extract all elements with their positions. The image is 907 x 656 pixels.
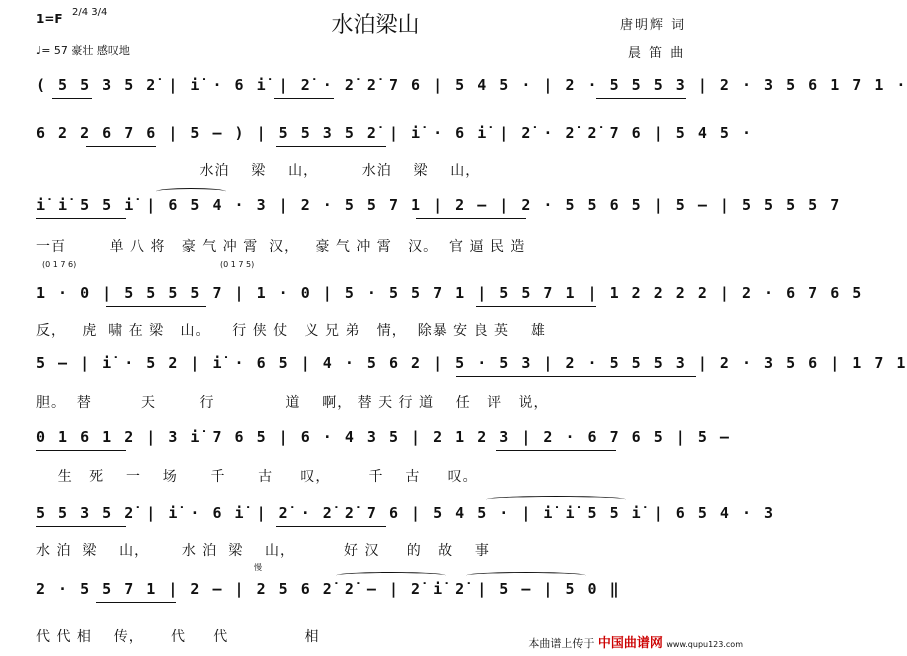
- staff-row-8: [36, 580, 716, 604]
- upload-text: 本曲谱上传于: [528, 637, 595, 650]
- beam: [276, 526, 386, 527]
- beam: [456, 376, 586, 377]
- staff-row-1: [36, 76, 907, 100]
- beam: [106, 306, 206, 307]
- time-signature: [72, 8, 107, 18]
- tempo-marking: ♩= 57 豪壮 感叹地: [36, 44, 130, 57]
- beam: [36, 526, 126, 527]
- footer-watermark: [528, 632, 743, 651]
- notes-row-1: ( 5 5 3 5 2̇ | i̇ · 6 i̇ | 2̇ · 2̇ 2̇ 7 6 | 5 4 5 · | 2 · 5 5 5 3 | 2 · 3 5 6 1 7 1 ·: [36, 76, 907, 94]
- notes-row-6: 0 1 6 1 2 | 3 i̇ 7 6 5 | 6 · 4 3 5 | 2 1 2 3 | 2 · 6 7 6 5 | 5 –: [36, 428, 731, 446]
- beam: [96, 602, 176, 603]
- notes-row-2: 6 2 2 6 7 6 | 5 – ) | 5 5 3 5 2̇ | i̇ · 6 i̇ | 2̇ · 2̇ 2̇ 7 6 | 5 4 5 ·: [36, 124, 753, 142]
- lyrics-row-6: 生 死 一 场 千 古 叹， 千 古 叹。: [36, 469, 478, 485]
- grace-note-group: (0 1 7 5): [220, 260, 255, 269]
- beam: [416, 218, 526, 219]
- beam: [476, 306, 596, 307]
- lyrics-row-5: 胆。 替 天 行 道 啊， 替 天 行 道 任 评 说，: [36, 395, 549, 411]
- lyrics-row-8: 代 代 相 传， 代 代 相: [36, 629, 320, 645]
- staff-row-5: [36, 354, 907, 378]
- meter-1: 2/4: [72, 7, 89, 18]
- staff-row-6: [36, 428, 731, 452]
- lyrics-row-4: 反， 虎 啸 在 梁 山。 行 侠 仗 义 兄 弟 情， 除暴 安 良 英 雄: [36, 323, 546, 339]
- staff-row-7: [36, 504, 776, 528]
- notes-row-5: 5 – | i̇ · 5 2 | i̇ · 6 5 | 4 · 5 6 2 | 5 · 5 3 | 2 · 5 5 5 3 | 2 · 3 5 6 | 1 7 1: [36, 354, 907, 372]
- site-brand: 中国曲谱网: [597, 636, 663, 651]
- slur: [156, 188, 226, 195]
- site-url: www.qupu123.com: [666, 640, 743, 649]
- beam: [274, 98, 334, 99]
- beam: [36, 218, 126, 219]
- beam: [576, 376, 696, 377]
- lyrics-row-3: 一百 单 八 将 豪 气 冲 霄 汉， 豪 气 冲 霄 汉。 官 逼 民 造: [36, 239, 526, 255]
- meter-2: 3/4: [91, 7, 108, 18]
- grace-note-group: (0 1 7 6): [42, 260, 77, 269]
- notes-row-4: 1 · 0 | 5 5 5 5 7 | 1 · 0 | 5 · 5 5 7 1 | 5 5 7 1 | 1 2 2 2 2 | 2 · 6 7 6 5: [36, 284, 864, 302]
- beam: [86, 146, 156, 147]
- song-title: 水泊梁山: [331, 13, 420, 38]
- key-signature: 1=F: [36, 12, 63, 26]
- beam: [36, 450, 126, 451]
- staff-row-4: [36, 284, 864, 308]
- beam: [596, 98, 686, 99]
- notes-row-8: 2 · 5 5 7 1 | 2 – | 2 5 6 2̇ 2̇ – | 2̇ i̇ 2̇ | 5 – | 5 0 ‖: [36, 580, 621, 598]
- beam: [52, 98, 92, 99]
- slur: [466, 572, 586, 579]
- slur: [336, 572, 446, 579]
- slur: [486, 496, 626, 503]
- staff-row-2: [36, 124, 753, 148]
- lyricist-credit: 唐明辉 词: [620, 18, 687, 33]
- lyrics-row-7: 水 泊 梁 山， 水 泊 梁 山， 好 汉 的 故 事: [36, 543, 490, 559]
- notes-row-3: i̇ i̇ 5 5 i̇ | 6 5 4 · 3 | 2 · 5 5 7 1 | 2 – | 2 · 5 5 6 5 | 5 – | 5 5 5 5 7: [36, 196, 842, 214]
- grace-mark: 慢: [254, 563, 262, 572]
- staff-row-3: [36, 196, 842, 220]
- beam: [276, 146, 386, 147]
- composer-credit: 晨 笛 曲: [628, 46, 686, 61]
- notes-row-7: 5 5 3 5 2̇ | i̇ · 6 i̇ | 2̇ · 2̇ 2̇ 7 6 | 5 4 5 · | i̇ i̇ 5 5 i̇ | 6 5 4 · 3: [36, 504, 776, 522]
- beam: [496, 450, 616, 451]
- lyrics-row-2: 水泊 梁 山， 水泊 梁 山，: [36, 163, 481, 179]
